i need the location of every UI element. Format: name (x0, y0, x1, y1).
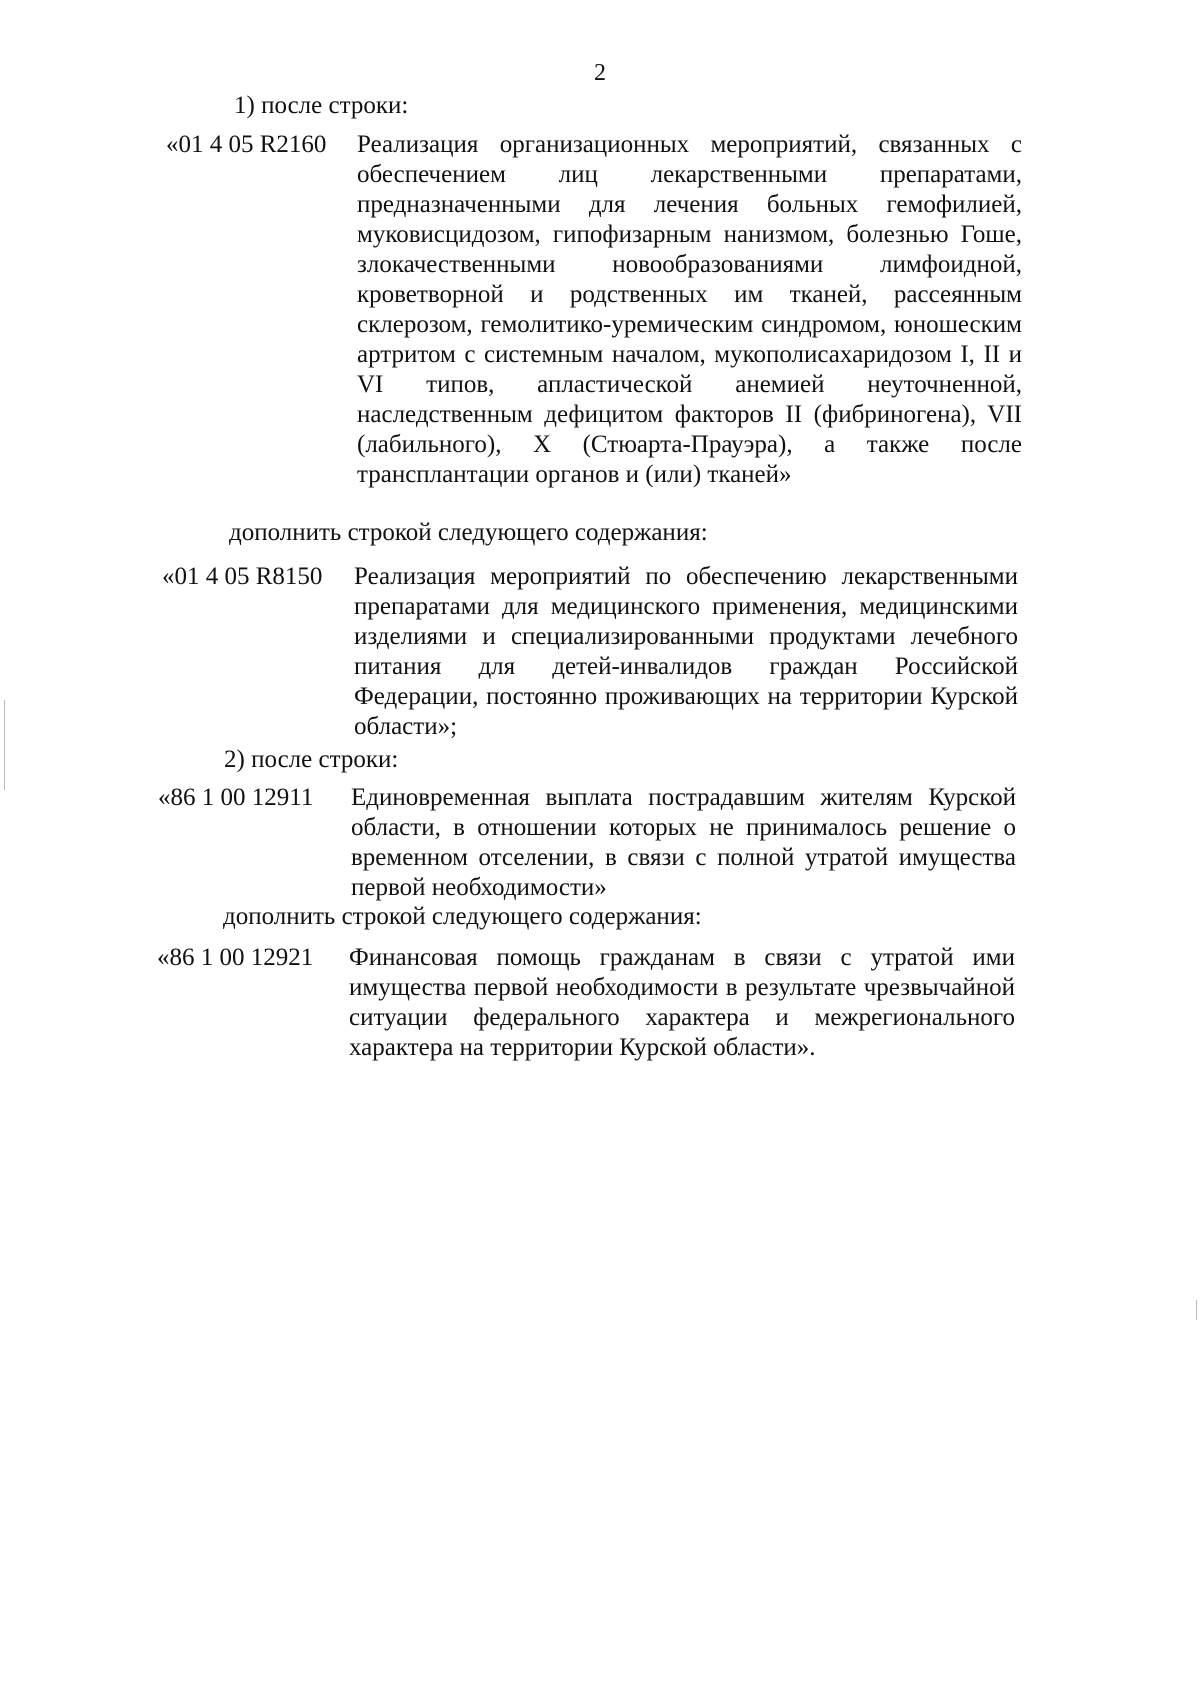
clause-1-heading: 1) после строки: (234, 92, 409, 119)
scan-artifact (1196, 1300, 1197, 1320)
classification-code: «86 1 00 12921 (157, 944, 314, 971)
line-description: Финансовая помощь гражданам в связи с утратой ими имущества первой необходимости в результате чрезвычайной ситуации федерального характера и межрегионального характера на территории Курской области». (349, 944, 1015, 1061)
classification-code: «01 4 05 R2160 (166, 131, 327, 158)
line-description: Единовременная выплата пострадавшим жителям Курской области, в отношении которых не принималось решение о временном отселении, в связи с полной утратой имущества первой необходимости» (351, 784, 1016, 901)
line-description: Реализация организационных мероприятий, связанных с обеспечением лиц лекарственными препаратами, предназначенными для лечения больных гемофилией, муковисцидозом, гипофизарным нанизмом, болезнью Гоше, злокачественными новообразованиями лимфоидной, кроветворной и родственных им тканей, рассеянным склерозом, гемолитико-уремическим синдромом, юношеским артритом с системным началом, мукополисахаридозом I, II и VI типов, апластической анемией неуточненной, наследственным дефицитом факторов II (фибриногена), VII (лабильного), X (Стюарта-Прауэра), а также после трансплантации органов и (или) тканей» (357, 131, 1022, 488)
scan-artifact (4, 700, 5, 790)
classification-code: «86 1 00 12911 (158, 784, 314, 811)
amendment-instruction-2: дополнить строкой следующего содержания: (223, 903, 702, 930)
line-description: Реализация мероприятий по обеспечению лекарственными препаратами для медицинского применения, медицинскими изделиями и специализированными продуктами лечебного питания для детей-инвалидов граждан Российской Федерации, постоянно проживающих на территории Курской области»; (354, 563, 1018, 740)
page-number: 2 (594, 60, 606, 86)
classification-code: «01 4 05 R8150 (162, 563, 323, 590)
amendment-instruction-1: дополнить строкой следующего содержания: (229, 519, 708, 546)
clause-2-heading: 2) после строки: (224, 746, 399, 773)
